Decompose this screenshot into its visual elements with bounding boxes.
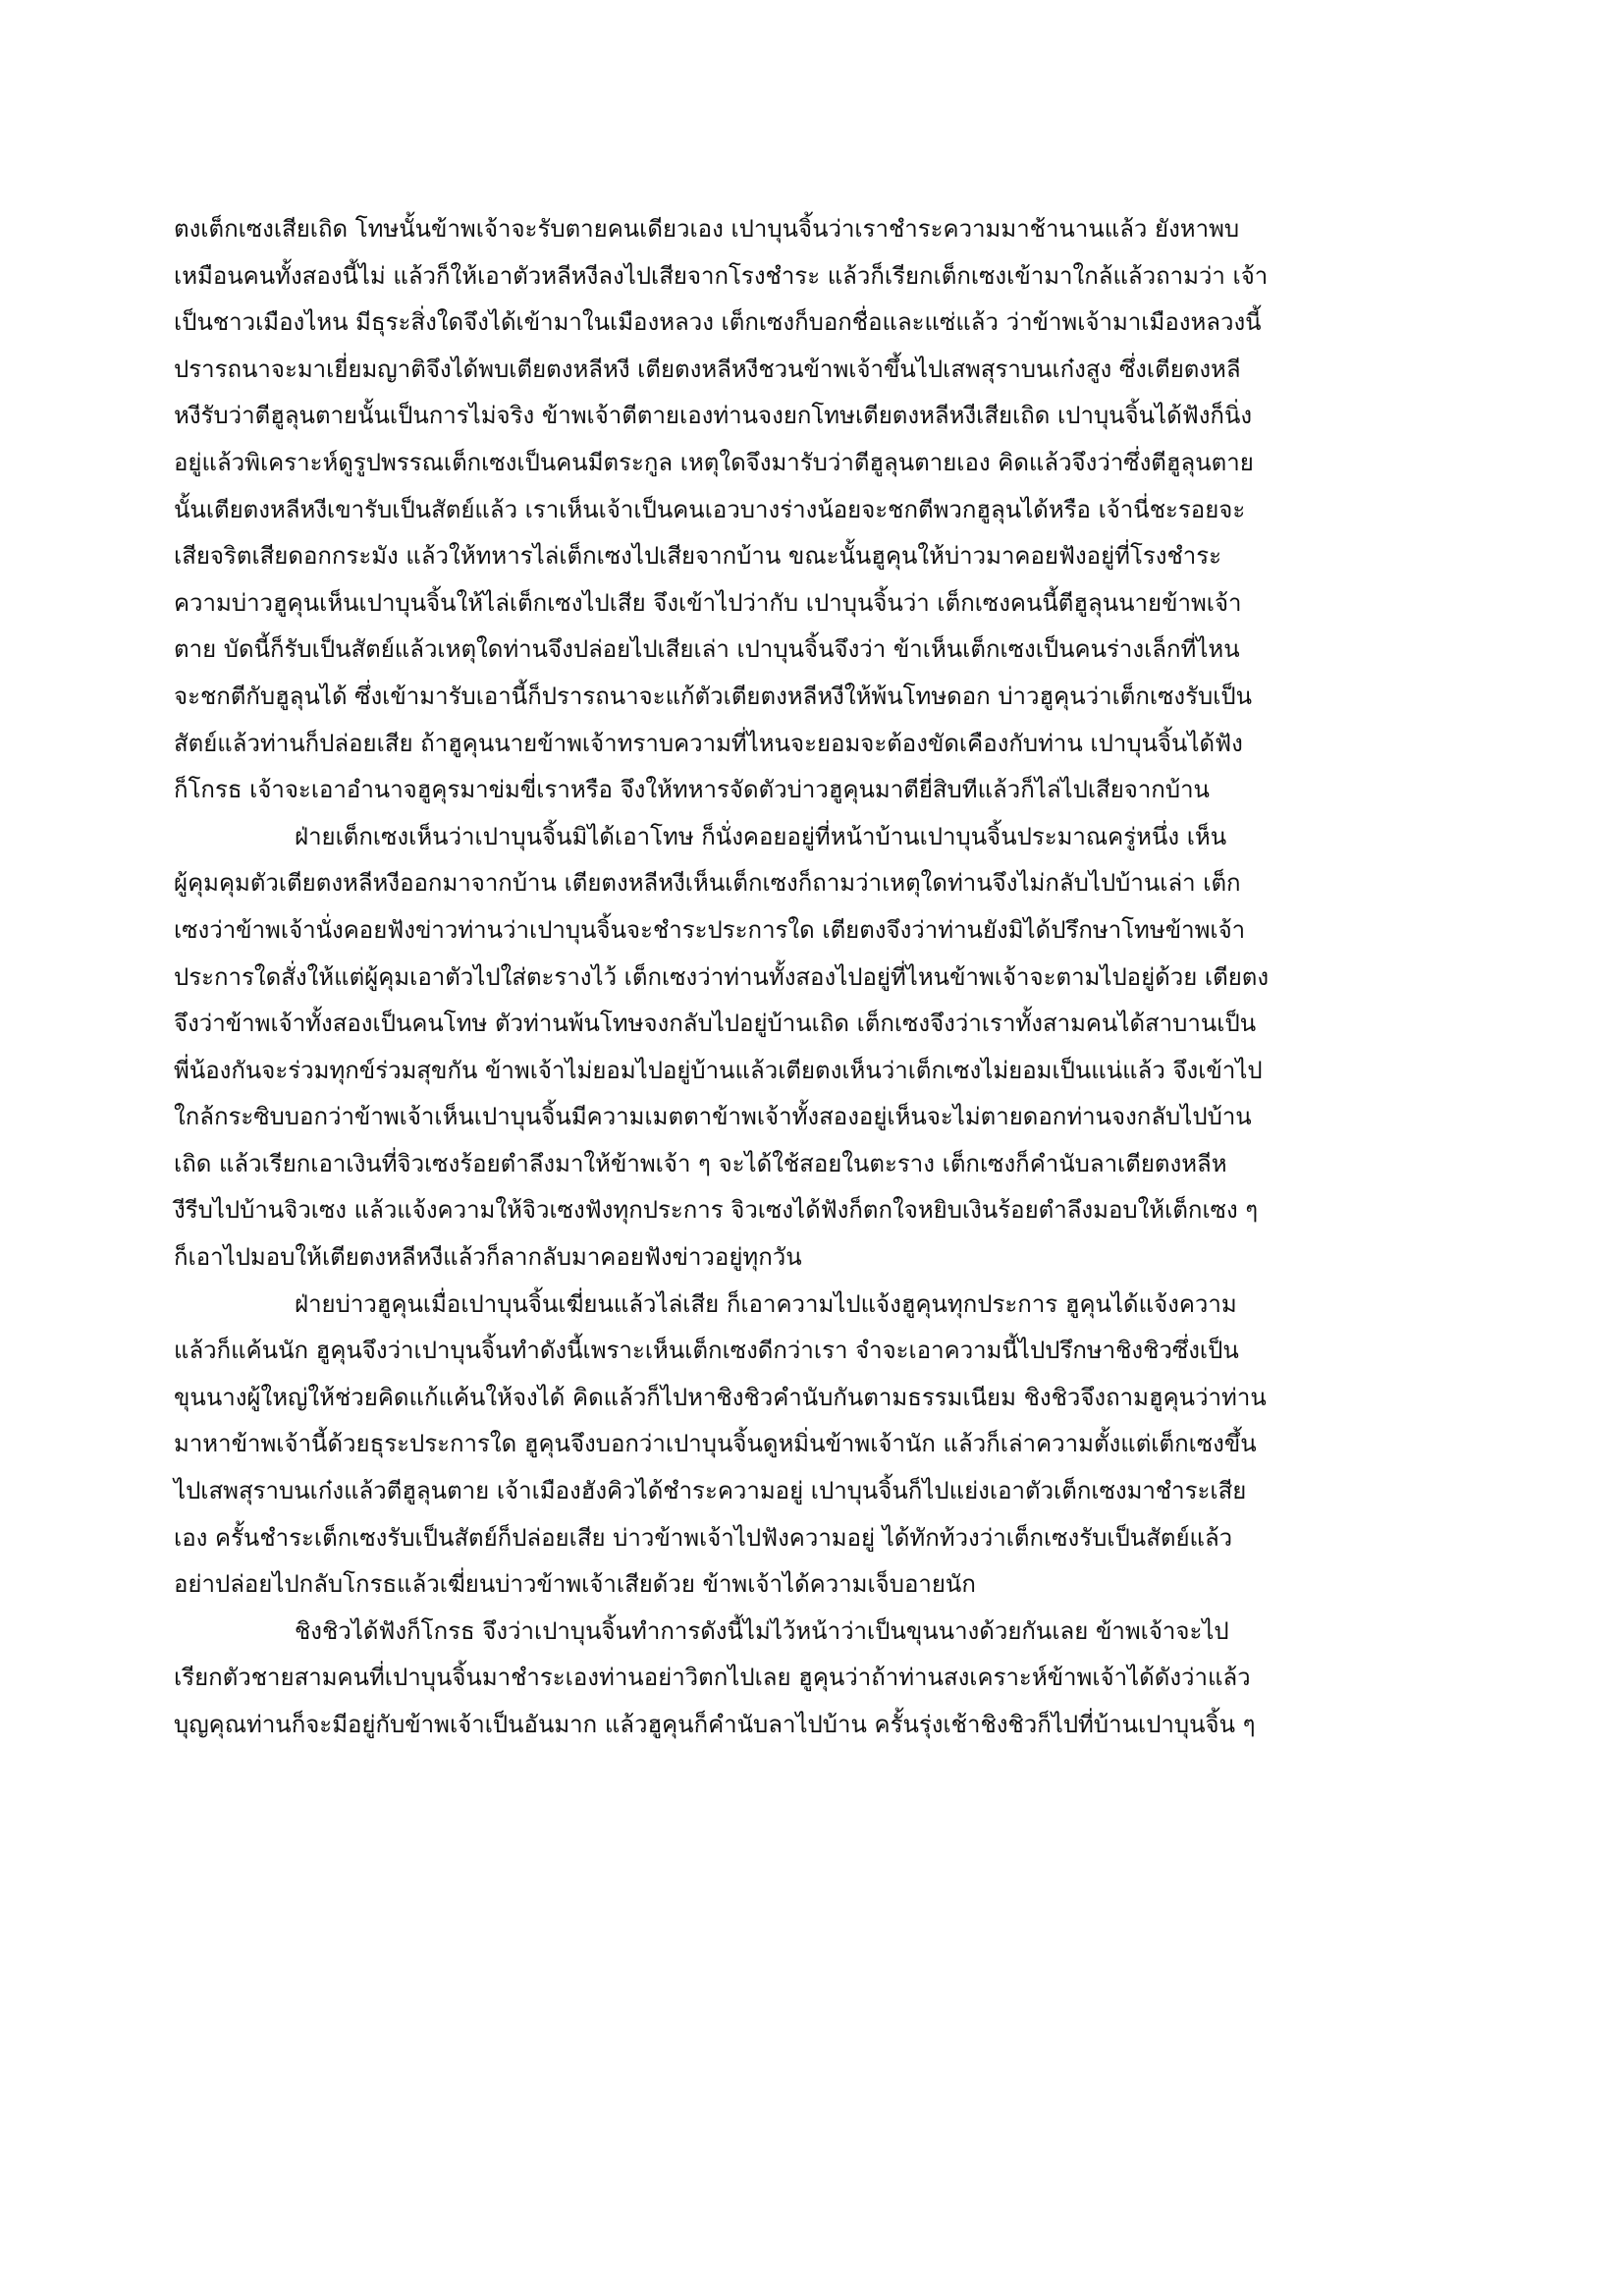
text-line-indented: ฝ่ายเต็กเซงเห็นว่าเปาบุนจิ้นมิได้เอาโทษ ก็นั่งคอยอยู่ที่หน้าบ้านเปาบุนจิ้นประมาณครู่หนึ่ง เห็น <box>295 822 1227 850</box>
text-line: ก็โกรธ เจ้าจะเอาอำนาจฮูคุรมาข่มขี่เราหรือ จึงให้ทหารจัดตัวบ่าวฮูคุนมาตียี่สิบทีแล้วก็ไล่ไปเสียจากบ้าน <box>174 776 1210 804</box>
text-line: เสียจริตเสียดอกกระมัง แล้วให้ทหารไล่เต็กเซงไปเสียจากบ้าน ขณะนั้นฮูคุนให้บ่าวมาคอยฟังอยู่ที่โรงชำระ <box>174 542 1222 571</box>
text-line-indented: ฝ่ายบ่าวฮูคุนเมื่อเปาบุนจิ้นเฆี่ยนแล้วไล่เสีย ก็เอาความไปแจ้งฮูคุนทุกประการ ฮูคุนได้แจ้งความ <box>295 1289 1237 1318</box>
text-line: หงีรับว่าตีฮูลุนตายนั้นเป็นการไม่จริง ข้าพเจ้าตีตายเองท่านจงยกโทษเตียตงหลีหงีเสียเถิด เปาบุนจิ้นได้ฟังก็นิ่ง <box>174 402 1253 430</box>
text-line: เอง ครั้นชำระเต็กเซงรับเป็นสัตย์ก็ปล่อยเสีย บ่าวข้าพเจ้าไปฟังความอยู่ ได้ทักท้วงว่าเต็กเซงรับเป็นสัตย์แล้ว <box>174 1523 1233 1552</box>
text-line: ก็เอาไปมอบให้เตียตงหลีหงีแล้วก็ลากลับมาคอยฟังข่าวอยู่ทุกวัน <box>174 1243 802 1272</box>
text-line: ปรารถนาจะมาเยี่ยมญาติจึงได้พบเตียตงหลีหงี เตียตงหลีหงีชวนข้าพเจ้าขึ้นไปเสพสุราบนเก๋งสูง ซึ่งเตียตงหลี <box>174 355 1241 383</box>
text-line: ใกล้กระซิบบอกว่าข้าพเจ้าเห็นเปาบุนจิ้นมีความเมตตาข้าพเจ้าทั้งสองอยู่เห็นจะไม่ตายดอกท่านจงกลับไปบ้าน <box>174 1103 1252 1131</box>
text-line: บุญคุณท่านก็จะมีอยู่กับข้าพเจ้าเป็นอันมาก แล้วฮูคุนก็คำนับลาไปบ้าน ครั้นรุ่งเช้าชิงชิวก็ไปที่บ้านเปาบุนจิ้น ๆ <box>174 1711 1256 1738</box>
text-line: มาหาข้าพเจ้านี้ด้วยธุระประการใด ฮูคุนจึงบอกว่าเปาบุนจิ้นดูหมิ่นข้าพเจ้านัก แล้วก็เล่าความตั้งแต่เต็กเซงขึ้น <box>174 1430 1257 1458</box>
text-line: ผู้คุมคุมตัวเตียตงหลีหงีออกมาจากบ้าน เตียตงหลีหงีเห็นเต็กเซงก็ถามว่าเหตุใดท่านจึงไม่กลับไปบ้านเล่า เต็ก <box>174 869 1241 898</box>
paragraph-3 <box>174 1282 1450 1609</box>
document-body <box>174 206 1450 1749</box>
text-line: จะชกตีกับฮูลุนได้ ซึ่งเข้ามารับเอานี้ก็ปรารถนาจะแก้ตัวเตียตงหลีหงีให้พ้นโทษดอก บ่าวฮูคุนว่าเต็กเซงรับเป็น <box>174 682 1253 710</box>
text-line: เหมือนคนทั้งสองนี้ไม่ แล้วก็ให้เอาตัวหลีหงีลงไปเสียจากโรงชำระ แล้วก็เรียกเต็กเซงเข้ามาใกล้แล้วถามว่า เจ้า <box>174 261 1269 290</box>
text-line: งีรีบไปบ้านจิวเซง แล้วแจ้งความให้จิวเซงฟังทุกประการ จิวเซงได้ฟังก็ตกใจหยิบเงินร้อยตำลึงมอบให้เต็กเซง ๆ <box>174 1196 1259 1225</box>
text-line: ขุนนางผู้ใหญ่ให้ช่วยคิดแก้แค้นให้จงได้ คิดแล้วก็ไปหาชิงชิวคำนับกันตามธรรมเนียม ชิงชิวจึงถามฮูคุนว่าท่าน <box>174 1383 1267 1411</box>
text-line: พี่น้องกันจะร่วมทุกข์ร่วมสุขกัน ข้าพเจ้าไม่ยอมไปอยู่บ้านแล้วเตียตงเห็นว่าเต็กเซงไม่ยอมเป็นแน่แล้ว จึงเข้าไป <box>174 1056 1263 1084</box>
text-line: อย่าปล่อยไปกลับโกรธแล้วเฆี่ยนบ่าวข้าพเจ้าเสียด้วย ข้าพเจ้าได้ความเจ็บอายนัก <box>174 1570 976 1599</box>
text-line: ตงเต็กเซงเสียเถิด โทษนั้นข้าพเจ้าจะรับตายคนเดียวเอง เปาบุนจิ้นว่าเราชำระความมาช้านานแล้ว ยังหาพบ <box>174 215 1240 243</box>
text-line: ตาย บัดนี้ก็รับเป็นสัตย์แล้วเหตุใดท่านจึงปล่อยไปเสียเล่า เปาบุนจิ้นจึงว่า ข้าเห็นเต็กเซงเป็นคนร่างเล็กที่ไหน <box>174 635 1240 664</box>
paragraph-1 <box>174 206 1450 814</box>
text-line: จึงว่าข้าพเจ้าทั้งสองเป็นคนโทษ ตัวท่านพ้นโทษจงกลับไปอยู่บ้านเถิด เต็กเซงจึงว่าเราทั้งสามคนได้สาบานเป็น <box>174 1010 1257 1038</box>
text-line: ความบ่าวฮูคุนเห็นเปาบุนจิ้นให้ไล่เต็กเซงไปเสีย จึงเข้าไปว่ากับ เปาบุนจิ้นว่า เต็กเซงคนนี้ตีฮูลุนนายข้าพเจ้า <box>174 588 1242 617</box>
text-line: ประการใดสั่งให้แต่ผู้คุมเอาตัวไปใส่ตะรางไว้ เต็กเซงว่าท่านทั้งสองไปอยู่ที่ไหนข้าพเจ้าจะตามไปอยู่ด้วย เตียตง <box>174 962 1270 991</box>
text-line-indented: ชิงชิวได้ฟังก็โกรธ จึงว่าเปาบุนจิ้นทำการดังนี้ไม่ไว้หน้าว่าเป็นขุนนางด้วยกันเลย ข้าพเจ้าจะไป <box>295 1616 1229 1645</box>
text-line: อยู่แล้วพิเคราะห์ดูรูปพรรณเต็กเซงเป็นคนมีตระกูล เหตุใดจึงมารับว่าตีฮูลุนตายเอง คิดแล้วจึงว่าซึ่งตีฮูลุนตาย <box>174 448 1254 476</box>
text-line: เถิด แล้วเรียกเอาเงินที่จิวเซงร้อยตำลึงมาให้ข้าพเจ้า ๆ จะได้ใช้สอยในตะราง เต็กเซงก็คำนับลาเตียตงหลีห <box>174 1149 1227 1177</box>
paragraph-2 <box>174 814 1450 1282</box>
text-line: เซงว่าข้าพเจ้านั่งคอยฟังข่าวท่านว่าเปาบุนจิ้นจะชำระประการใด เตียตงจึงว่าท่านยังมิได้ปรึกษาโทษข้าพเจ้า <box>174 915 1246 944</box>
text-line: นั้นเตียตงหลีหงีเขารับเป็นสัตย์แล้ว เราเห็นเจ้าเป็นคนเอวบางร่างน้อยจะชกตีพวกฮูลุนได้หรือ เจ้านี่ชะรอยจะ <box>174 495 1246 523</box>
paragraph-4 <box>174 1609 1450 1749</box>
text-line: ไปเสพสุราบนเก๋งแล้วตีฮูลุนตาย เจ้าเมืองฮังคิวได้ชำระความอยู่ เปาบุนจิ้นก็ไปแย่งเอาตัวเต็กเซงมาชำระเสีย <box>174 1477 1247 1505</box>
text-line: แล้วก็แค้นนัก ฮูคุนจึงว่าเปาบุนจิ้นทำดังนี้เพราะเห็นเต็กเซงดีกว่าเรา จำจะเอาความนี้ไปปรึกษาชิงชิวซึ่งเป็น <box>174 1337 1239 1365</box>
text-line: สัตย์แล้วท่านก็ปล่อยเสีย ถ้าฮูคุนนายข้าพเจ้าทราบความที่ไหนจะยอมจะต้องขัดเคืองกับท่าน เปาบุนจิ้นได้ฟัง <box>174 729 1243 757</box>
text-line: เป็นชาวเมืองไหน มีธุระสิ่งใดจึงได้เข้ามาในเมืองหลวง เต็กเซงก็บอกชื่อและแซ่แล้ว ว่าข้าพเจ้ามาเมืองหลวงนี้ <box>174 308 1262 337</box>
text-line: เรียกตัวชายสามคนที่เปาบุนจิ้นมาชำระเองท่านอย่าวิตกไปเลย ฮูคุนว่าถ้าท่านสงเคราะห์ข้าพเจ้าได้ดังว่าแล้ว <box>174 1664 1251 1692</box>
